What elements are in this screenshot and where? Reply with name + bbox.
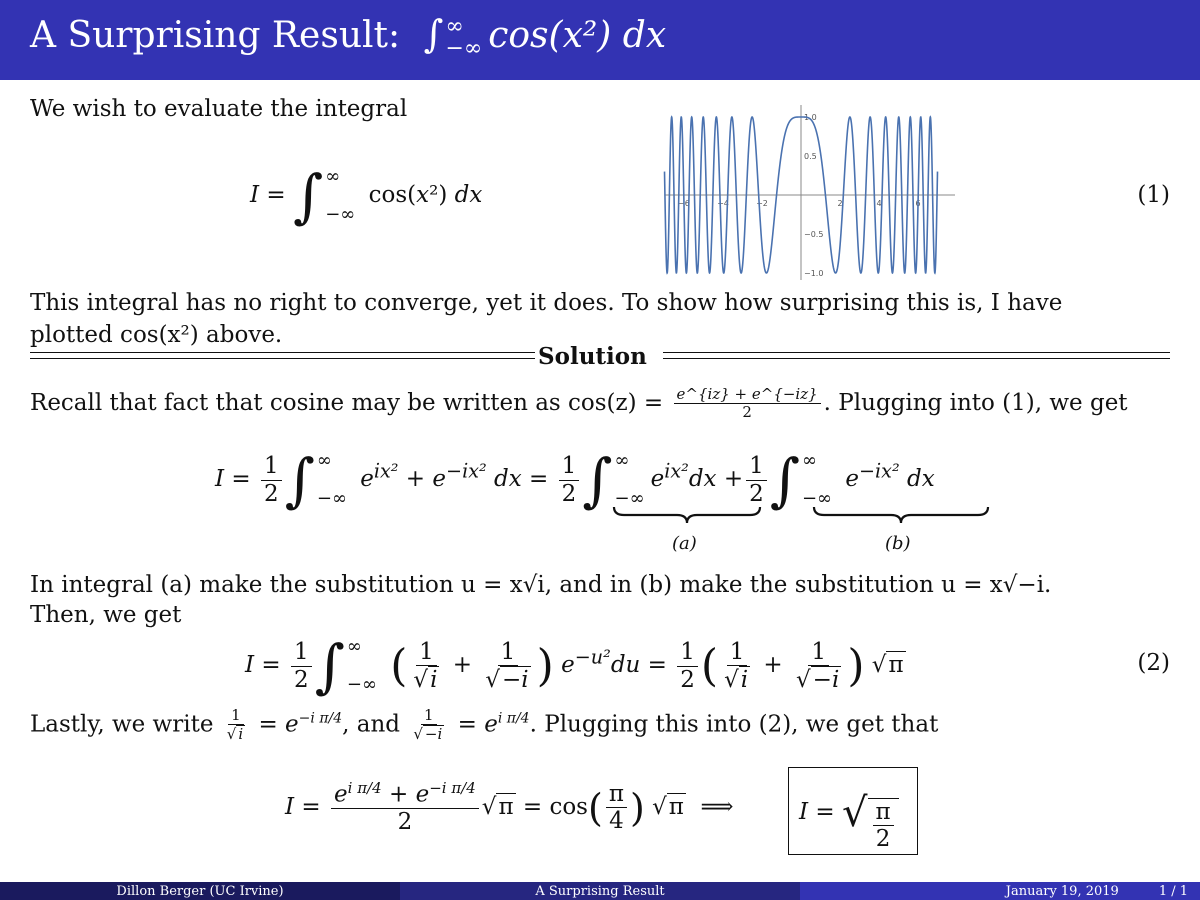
plot-y-tick-label: −0.5 [804,230,824,239]
equation-1-number: (1) [1137,182,1170,208]
recall-line: Recall that fact that cosine may be written as cos(z) = $\frac{e\^{}\{iz\} + e\^{}\{-iz\}}{2}$ . Plugging into (1), we get [30,385,1128,422]
footer [0,882,1200,900]
footer-date-page [800,882,1200,900]
plot-y-tick-label: 1.0 [804,113,817,122]
plot-x-tick-label: −4 [717,199,729,208]
cos-x-squared-plot [660,100,960,285]
after-text-line-1: This integral has no right to converge, yet it does. To show how surprising this is, I have [30,290,1063,316]
footer-page-number: 1 / 1 [1158,883,1188,899]
boxed-answer: I = √ $\frac{\pi}{2}$ [788,767,918,855]
brace-label-a: (a) [672,533,697,554]
section-heading: Solution [538,343,647,370]
footer-date: January 19, 2019 [1005,883,1119,899]
plot-x-tick-label: 6 [915,199,921,208]
after-text-line-2: plotted cos(x²) above. [30,322,283,348]
footer-author: Dillon Berger (UC Irvine) [0,882,400,900]
footer-title: A Surprising Result [400,882,800,900]
plot-x-tick-label: −2 [756,199,768,208]
equation-1: I = ∫ ∞ −∞ cos(x²) dx [250,162,483,230]
slide-title [30,12,666,60]
plot-x-tick-label: 4 [876,199,882,208]
cosine-fraction: $\frac{e\^{}\{iz\} + e\^{}\{-iz\}}{2}$ [674,386,821,422]
plot-x-tick-label: −6 [678,199,690,208]
section-rule-right [663,352,1170,359]
final-result: I = $\frac{e^{i \pi/4} + e^{-i \pi/4}}{2}$ √π = cos( $\frac{\pi}{4}$ ) √π ⟹ [285,779,741,836]
title-prefix: A Surprising Result: [30,15,401,56]
plot-x-tick-label: 2 [837,199,843,208]
title-integral-sign: ∫ [411,12,444,56]
plot-y-tick-label: −1.0 [804,269,824,278]
title-bar [0,0,1200,80]
title-integrand: cos(x²) dx [488,15,667,56]
substitution-line-1: In integral (a) make the substitution u = x√i, and in (b) make the substitution u = x√−i. [30,572,1052,598]
underbrace-b [812,505,990,525]
underbrace-a [612,505,762,525]
title-integral-limits: ∞ −∞ [445,14,483,61]
expanded-integral: I = $\frac{1}{2}$ ∫ ∞ −∞ $e^{ix^2} + e^{-ix^2}$ dx = $\frac{1}{2}$ ∫ ∞ −∞ $e^{ix^2}dx$ + $\frac{1}{2}$ ∫ ∞ −∞ $e^{-ix^2}$ dx [215,446,935,514]
equation-2: I = $\frac{1}{2}$ ∫ ∞ −∞ ( $\frac{1}{√i}$ + $\frac{1}{√-i}$ ) $e^{-u^2}du$ = $\frac{1}{2}$ ( $\frac{1}{√i}$ + $\frac{1}{√-i}$ ) √π [245,632,904,700]
intro-line: We wish to evaluate the integral [30,96,408,122]
plot-y-tick-label: 0.5 [804,152,817,161]
substitution-line-2: Then, we get [30,602,182,628]
section-rule-left [30,352,535,359]
lastly-line: Lastly, we write $\frac{1}{√ i}$ = $e^{-i \pi/4}$, and $\frac{1}{√ -i}$ = $e^{i \pi/4}$. Plugging this into (2), we get that [30,706,939,744]
equation-2-number: (2) [1137,650,1170,676]
plot-x-ticks [678,199,920,208]
brace-label-b: (b) [885,533,911,554]
